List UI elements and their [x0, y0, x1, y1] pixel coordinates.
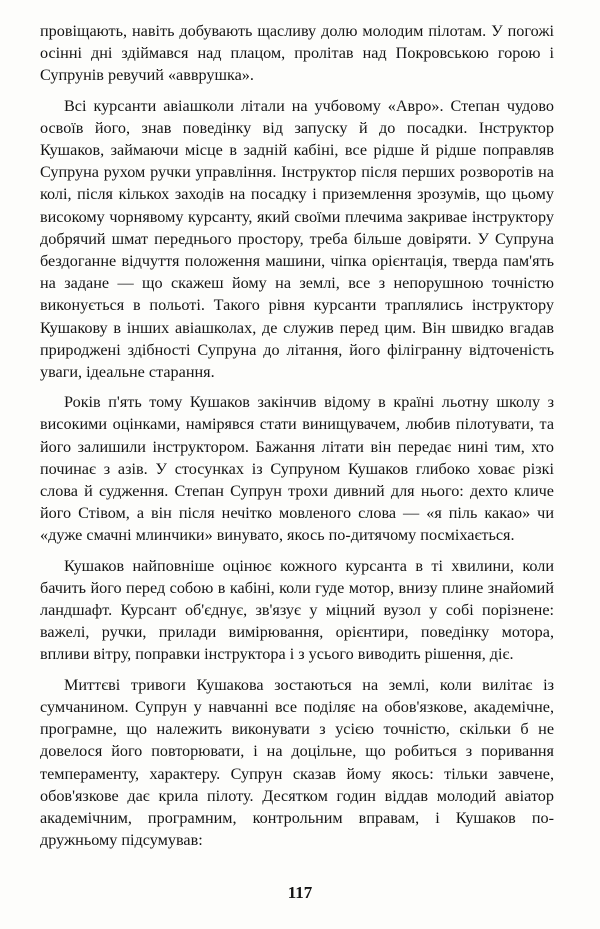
body-text: [40, 20, 554, 851]
paragraph-2: Всі курсанти авіашколи літали на учбовому «Авро». Степан чудово освоїв його, знав поведінку від запуску й до посадки. Інструктор Кушаков, займаючи місце в задній кабіні, все рідше й рідше поправляв Супруна рухом ручки управління. Інструктор після перших розворотів на колі, після кількох заходів на посадку і приземлення зрозумів, що цьому високому чорнявому курсанту, який своїми плечима закривае інструктору добрячий шмат переднього простору, треба більше довіряти. У Супруна бездоганне відчуття положення машини, чіпка орієнтація, тверда пам'ять на задане — що скажеш йому на землі, все з непорушною точністю виконується в польоті. Такого рівня курсанти траплялись інструктору Кушакову в інших авіашколах, де служив перед цим. Він швидко вгадав природжені здібності Супруна до літання, його філігранну відточеність уваги, ідеальне старання.: [40, 96, 554, 382]
paragraph-3: Років п'ять тому Кушаков закінчив відому в країні льотну школу з високими оцінками, намірявся стати винищувачем, любив пілотувати, та його залишили інструктором. Бажання літати він передає нині тим, хто починає з азів. У стосунках із Супруном Кушаков глибоко ховає різкі слова й судження. Степан Супрун трохи дивний для нього: дехто кличе його Стівом, а він після нечітко мовленого слова — «я піль какао» чи «дуже смачні млинчики» винувато, якось по-дитячому посміхається.: [40, 393, 554, 545]
paragraph-5: Миттєві тривоги Кушакова зостаються на землі, коли вилітає із сумчанином. Супрун у навчанні все поділяє на обов'язкове, академічне, програмне, що належить виконувати з усією точністю, скільки б не довелося його повторювати, і на доцільне, що робиться з поривання темпераменту, характеру. Супрун сказав йому якось: тільки завчене, обов'язкове дає крила пілоту. Десятком годин віддав молодий авіатор академічним, програмним, контрольним вправам, і Кушаков по-дружньому підсумував:: [40, 675, 554, 850]
paragraph-1: провіщають, навіть добувають щасливу долю молодим пілотам. У погожі осінні дні здіймався над плацом, пролітав над Покровською горою і Супрунів ревучий «авврушка».: [40, 22, 554, 85]
paragraph-4: Кушаков найповніше оцінює кожного курсанта в ті хвилини, коли бачить його перед собою в кабіні, коли гуде мотор, внизу плине знайомий ландшафт. Курсант об'єднує, зв'язує у міцний вузол у собі порізнене: важелі, ручки, прилади вимірювання, орієнтири, поведінку мотора, впливи вітру, поправки інструктора і з усього виводить рішення, діє.: [40, 556, 554, 664]
page-number: 117: [287, 883, 313, 902]
